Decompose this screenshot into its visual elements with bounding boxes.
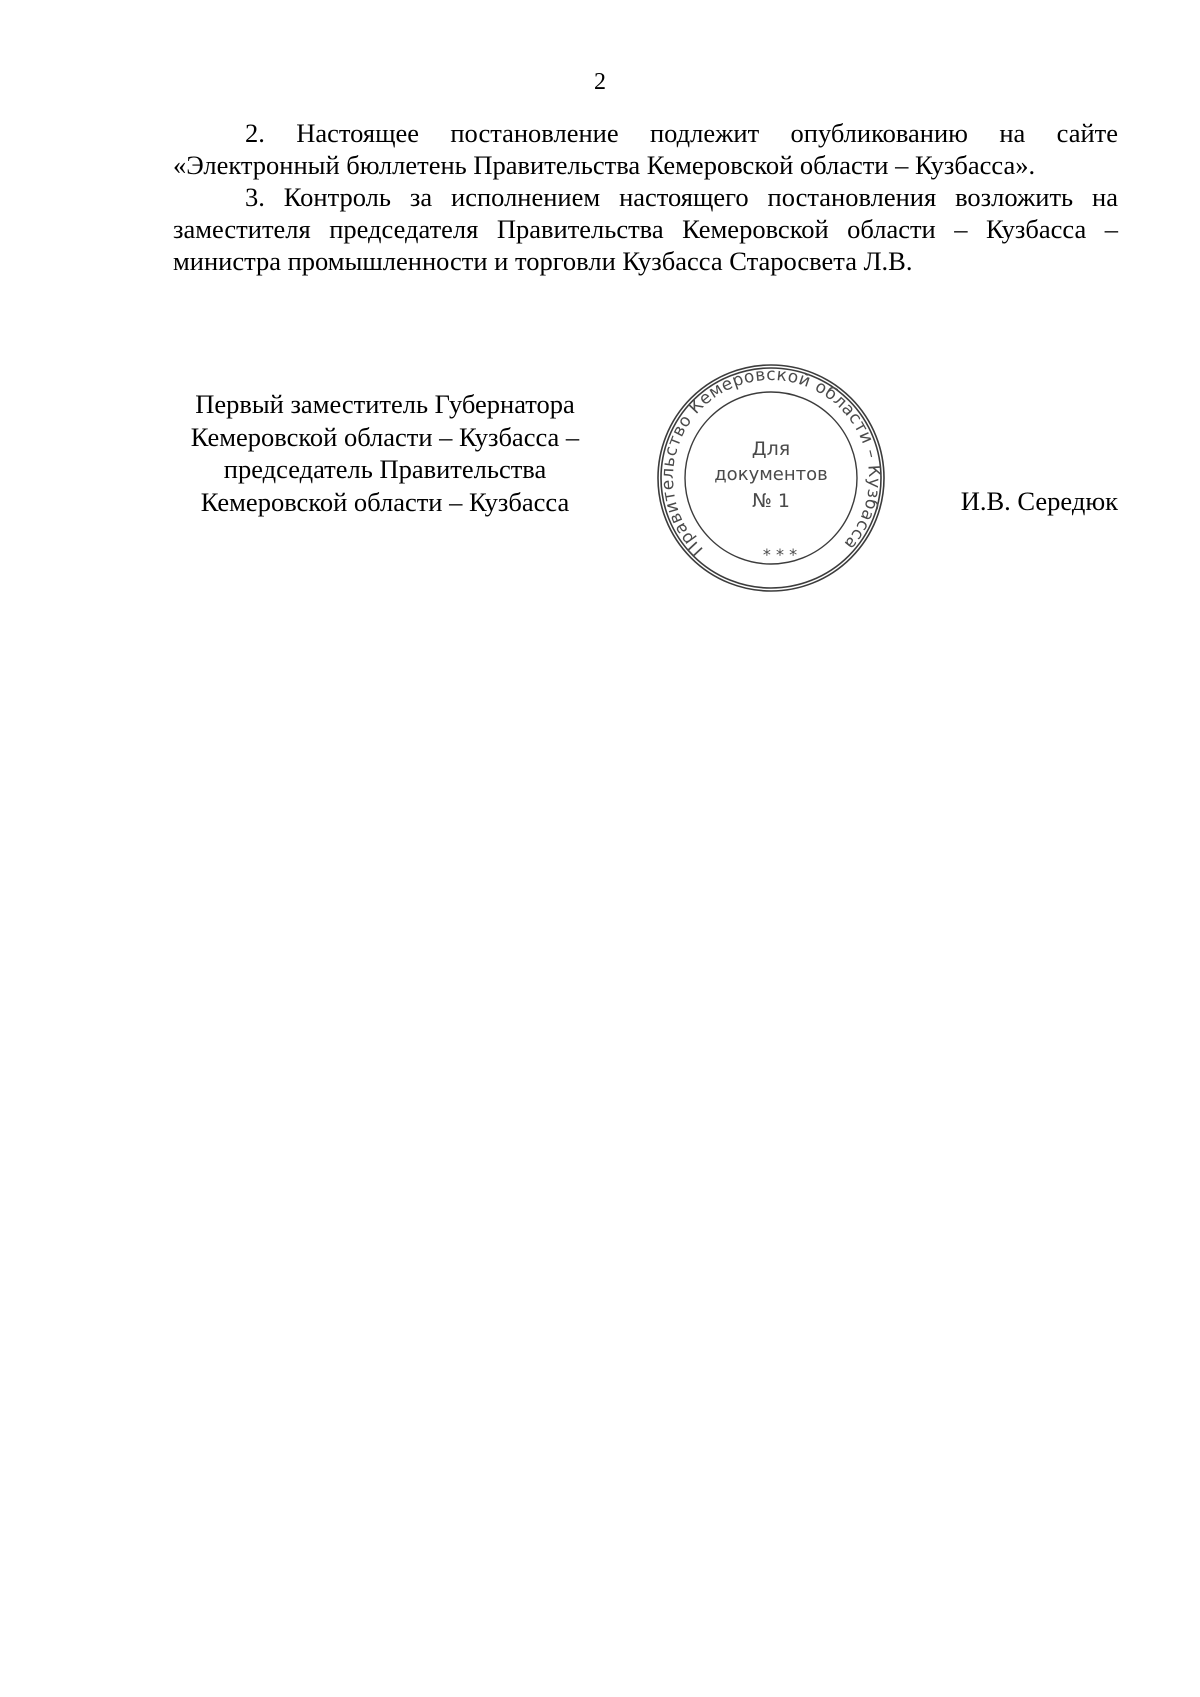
seal-center-line: документов bbox=[714, 464, 828, 485]
seal-stars: * * * bbox=[762, 545, 798, 564]
paragraph-control: 3. Контроль за исполнением настоящего постановления возложить на заместителя председателя Правительства Кемеровской области – Кузбасса – министра промышленности и торговли Кузбасса Старосвета Л.В. bbox=[173, 182, 1118, 276]
signatory-title bbox=[150, 388, 620, 518]
page-number: 2 bbox=[594, 69, 606, 95]
document-body bbox=[173, 117, 1118, 277]
signatory-title-line: председатель Правительства bbox=[223, 454, 547, 484]
paragraph-publication: 2. Настоящее постановление подлежит опубликованию на сайте «Электронный бюллетень Правительства Кемеровской области – Кузбасса». bbox=[173, 118, 1118, 180]
signatory-title-line: Кемеровской области – Кузбасса bbox=[200, 486, 570, 517]
official-seal bbox=[654, 362, 888, 594]
signatory-title-line: Кемеровской области – Кузбасса – bbox=[190, 421, 580, 452]
seal-center-line: Для bbox=[751, 438, 791, 460]
signatory-title-line: Первый заместитель Губернатора bbox=[195, 389, 575, 419]
seal-graphic bbox=[654, 362, 888, 594]
seal-center-line: № 1 bbox=[752, 490, 790, 512]
signatory-name: И.В. Середюк bbox=[960, 486, 1118, 516]
seal-ring-text: Правительство Кемеровской области – Кузбасса bbox=[657, 364, 885, 560]
